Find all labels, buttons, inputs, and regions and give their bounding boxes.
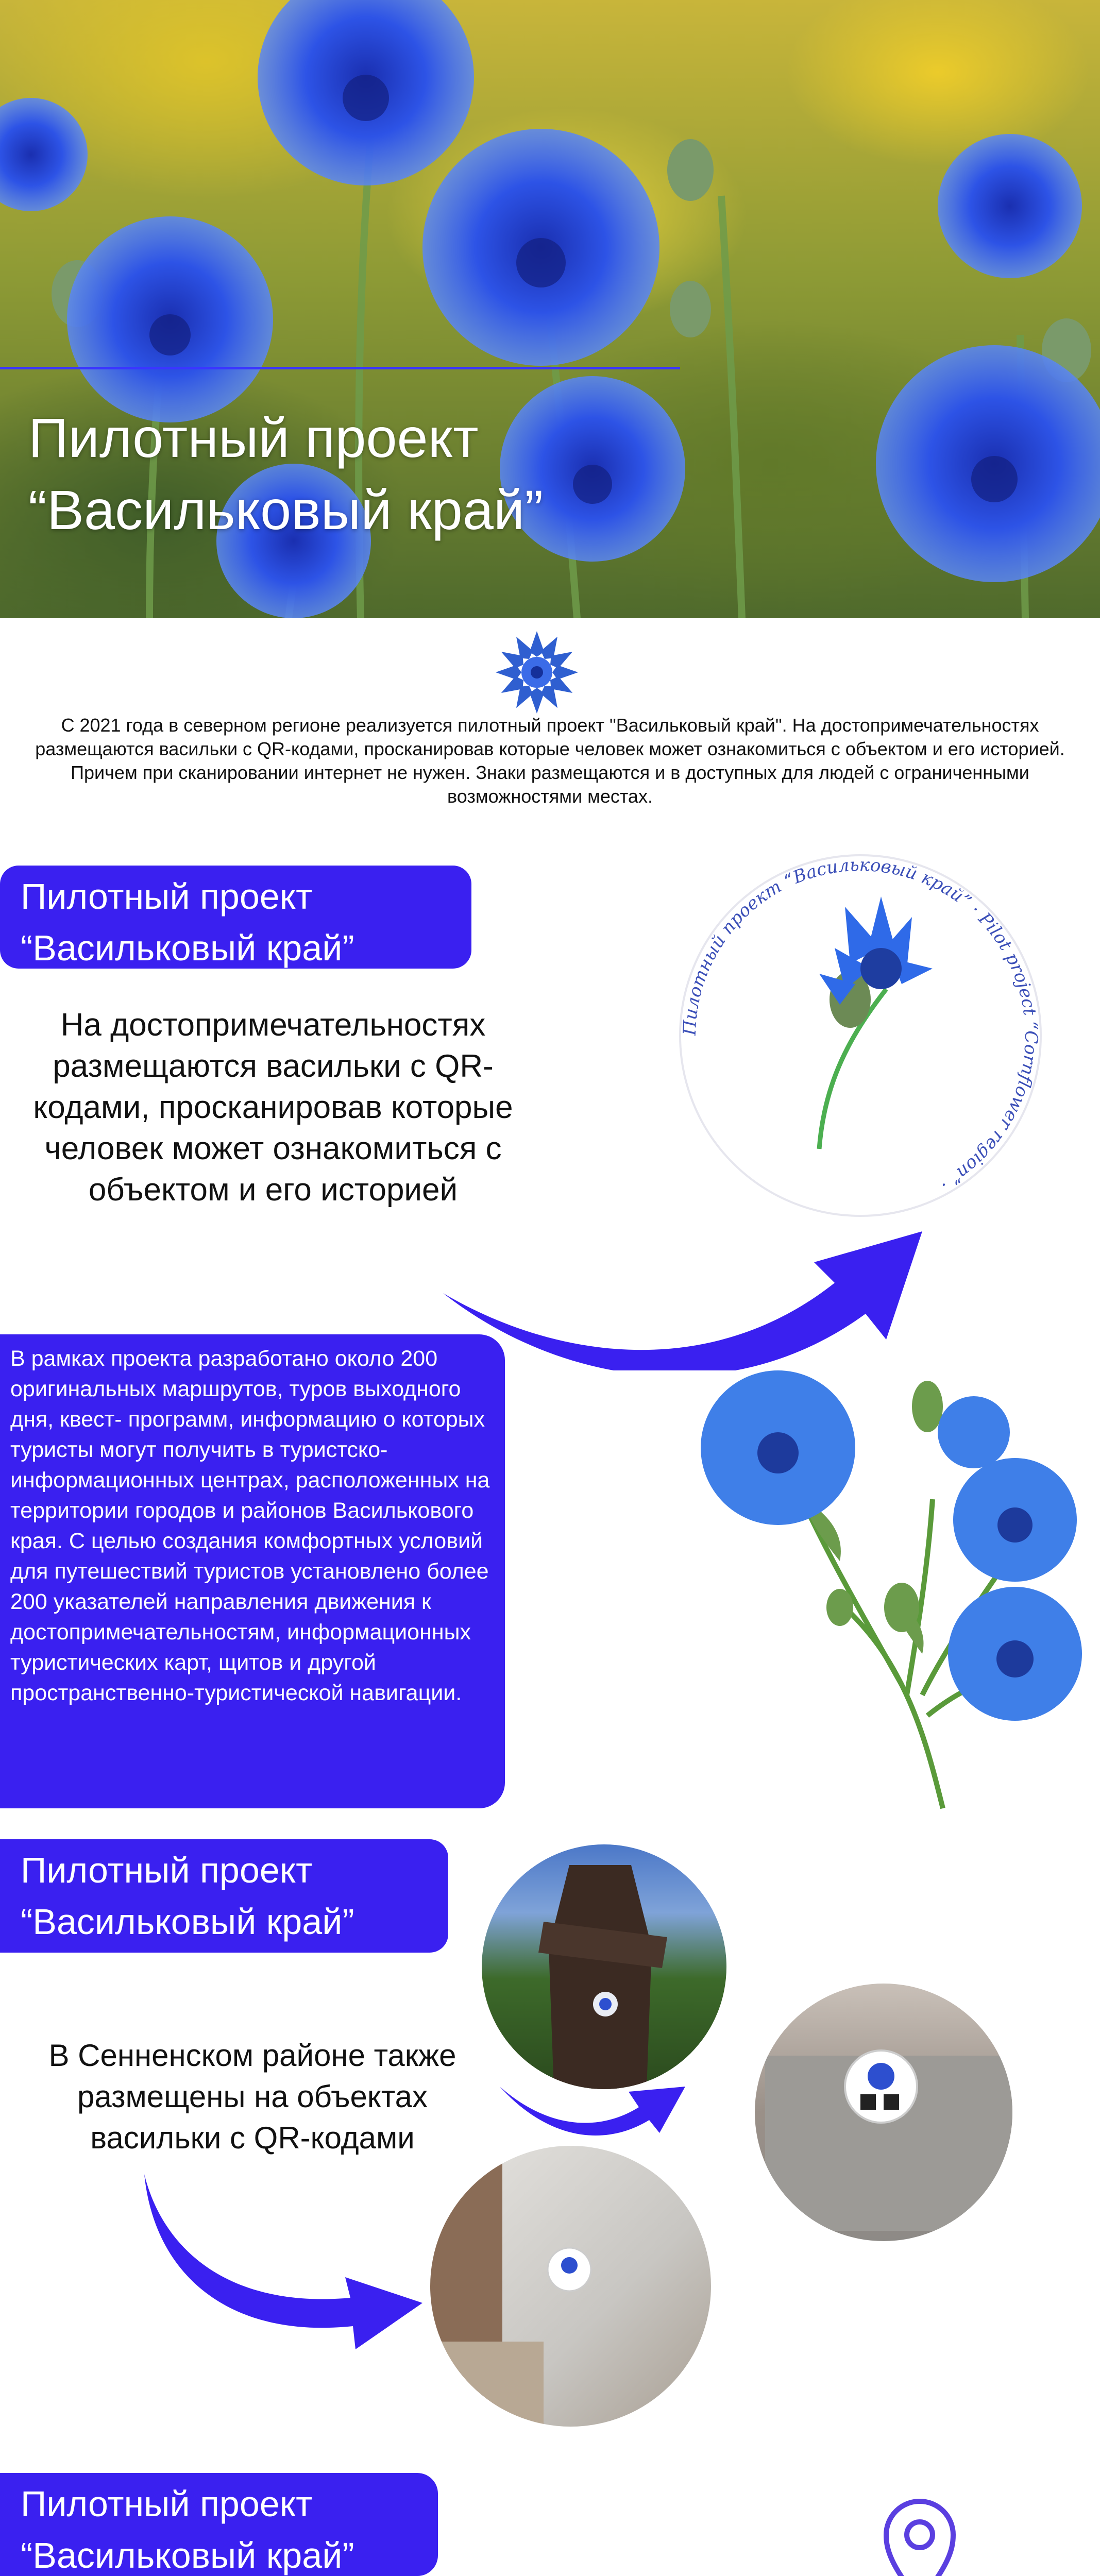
wall-sign-photo — [755, 1984, 1012, 2241]
routes-info-block: В рамках проекта разработано около 200 оригинальных маршрутов, туров выходного дня, квест- программ, информацию о которых туристы могут получить в туристско-информационных центрах, расположенных на территории городов и районов Василькового края. С целью создания комфортных условий для путешествий туристов установлено более 200 указателей направления движения к достопримечательностям, информационных туристических карт, щитов и другой пространственно-туристической навигации. — [0, 1334, 505, 1808]
qr-sign-on-corner — [430, 2146, 711, 2427]
section1-title: Пилотный проект “Васильковый край” — [0, 866, 471, 969]
hero-banner — [0, 0, 1100, 618]
qr-sign-on-wall — [755, 1984, 1012, 2241]
project-logo-badge — [665, 840, 1056, 1231]
intro-paragraph: С 2021 года в северном регионе реализуется пилотный проект "Васильковый край". На достопримечательностях размещаются васильки с QR-кодами, просканировав которые человек может ознакомиться с объектом и его историей. Причем при сканировании интернет не нужен. Знаки размещаются и в доступных для людей с ограниченными возможностями местах. — [35, 715, 1065, 807]
section4-title: Пилотный проект “Васильковый край” — [0, 2473, 438, 2576]
traveler-route-illustration — [721, 2463, 1092, 2576]
hero-title: Пилотный проект “Васильковый край” — [28, 406, 544, 541]
corner-sign-photo — [430, 2146, 711, 2427]
down-curved-arrow-icon — [134, 2174, 422, 2354]
section3-text: В Сенненском районе также размещены на объектах васильки с QR-кодами — [48, 2038, 456, 2155]
cornflower-bouquet-illustration — [685, 1365, 1097, 1819]
small-curved-arrow-icon — [500, 2071, 685, 2148]
section1-text: На достопримечательностях размещаются васильки с QR-кодами, просканировав которые человек может ознакомиться с объектом и его историей — [33, 1007, 513, 1208]
hero-divider-line — [0, 367, 680, 369]
cornflower-icon — [493, 629, 581, 716]
monument-sculpture-shape — [482, 1844, 726, 2089]
section3-title: Пилотный проект “Васильковый край” — [0, 1839, 448, 1953]
logo-ring-text: Пилотный проект “Васильковый край” · Pilot project “Cornflower region” · — [679, 854, 1042, 1195]
monument-photo — [482, 1844, 726, 2089]
